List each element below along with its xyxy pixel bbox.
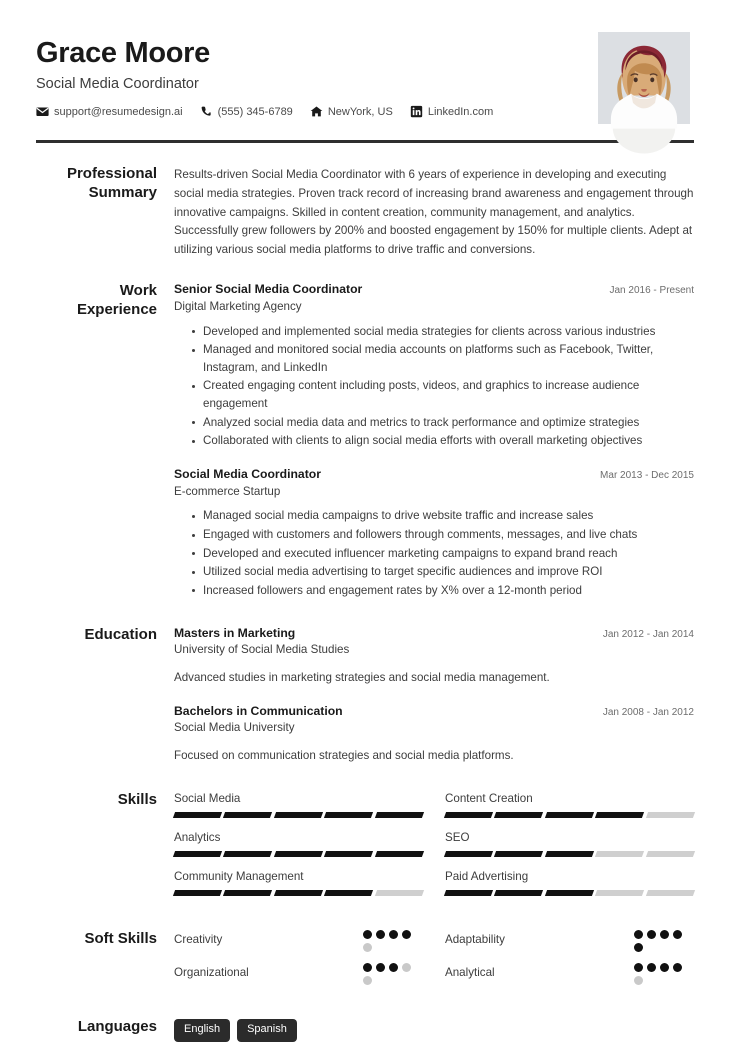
work-entry-date: Mar 2013 - Dec 2015 (600, 469, 694, 481)
education-entry-title: Masters in Marketing (174, 625, 296, 640)
skill-bar-segment (545, 851, 595, 857)
skill-bar-segment (444, 890, 494, 896)
list-item: Collaborated with clients to align social media efforts with overall marketing objectives (194, 432, 694, 450)
work-entries (174, 282, 694, 604)
skill-bar-segment (444, 851, 494, 857)
education-entry-description: Focused on communication strategies and social media platforms. (174, 749, 514, 763)
skill-bar-segment (595, 851, 645, 857)
contact-location (310, 105, 393, 118)
soft-skill-name: Creativity (174, 932, 223, 946)
section-label-languages: Languages (77, 1017, 157, 1035)
contact-phone-text: (555) 345-6789 (217, 105, 293, 118)
education-entry-org: University of Social Media Studies (174, 643, 350, 657)
rating-dot (634, 976, 643, 985)
skill-bar-segment (375, 812, 425, 818)
education-entry (174, 626, 694, 687)
rating-dot (363, 943, 372, 952)
skill-bar-segment (223, 890, 273, 896)
contact-email-text: support@resumedesign.ai (54, 105, 183, 118)
rating-dot (647, 963, 656, 972)
rating-dot (634, 943, 643, 952)
skill-bar-segment (494, 890, 544, 896)
rating-dot (660, 930, 669, 939)
rating-dot (363, 963, 372, 972)
contact-phone[interactable] (200, 105, 293, 118)
summary-text: Results-driven Social Media Coordinator with 6 years of experience in developing and executing social media strategies. Proven track record of increasing brand awareness and engagement through innovative campaigns. Skilled in content creation, community management, and analytics. Successfully grew followers by 200% and boosted engagement by 150% for multiple clients. Adept at utilizing various social media platforms to drive traffic and conversions. (174, 168, 694, 257)
linkedin-icon (410, 105, 423, 118)
skill-item (445, 869, 694, 908)
rating-dot (389, 963, 398, 972)
education-entry (174, 704, 694, 765)
home-icon (310, 105, 323, 118)
skill-bar-segment (274, 890, 324, 896)
section-languages (36, 996, 694, 1042)
skill-item (445, 791, 694, 830)
rating-dot (389, 930, 398, 939)
skill-level-bar (445, 851, 694, 857)
list-item: Analyzed social media data and metrics to track performance and optimize strategies (194, 414, 694, 432)
rating-dot (376, 930, 385, 939)
soft-skill-name: Analytical (445, 965, 495, 979)
skill-bar-segment (595, 812, 645, 818)
skill-bar-segment (223, 812, 273, 818)
skill-bar-segment (173, 890, 223, 896)
soft-skill-rating (634, 963, 694, 985)
soft-skill-item (174, 963, 423, 996)
contact-linkedin-text: LinkedIn.com (427, 105, 494, 118)
skill-item (445, 830, 694, 869)
skill-name: Paid Advertising (445, 869, 529, 883)
section-label-work-experience: Work Experience (76, 281, 157, 318)
skill-bar-segment (646, 890, 696, 896)
list-item: Engaged with customers and followers through comments, messages, and live chats (194, 526, 694, 544)
education-entry-description: Advanced studies in marketing strategies and social media management. (174, 671, 550, 685)
skill-bar-segment (545, 890, 595, 896)
education-entry-date: Jan 2008 - Jan 2012 (602, 706, 694, 718)
section-label-summary: Professional Summary (66, 165, 157, 201)
skill-level-bar (445, 890, 694, 896)
section-label-education: Education (84, 625, 157, 643)
rating-dot (673, 963, 682, 972)
language-chip: English (174, 1019, 230, 1042)
soft-skill-item (445, 930, 694, 963)
education-entry-org: Social Media University (174, 721, 295, 735)
work-entry-org: Digital Marketing Agency (174, 299, 302, 313)
soft-skill-name: Adaptability (445, 932, 505, 946)
contact-location-text: NewYork, US (327, 105, 393, 118)
rating-dot (402, 963, 411, 972)
rating-dot (363, 976, 372, 985)
rating-dot (634, 930, 643, 939)
skill-name: Content Creation (445, 791, 533, 805)
work-entry-title: Social Media Coordinator (174, 466, 321, 481)
education-entry-head (174, 626, 694, 642)
skill-bar-segment (595, 890, 645, 896)
skill-name: SEO (445, 830, 470, 844)
soft-skill-rating (363, 963, 423, 985)
work-entry (174, 467, 694, 600)
skill-level-bar (445, 812, 694, 818)
skill-bar-segment (494, 812, 544, 818)
skill-level-bar (174, 890, 423, 896)
skill-bar-segment (375, 890, 425, 896)
contact-email[interactable] (36, 105, 183, 118)
skill-name: Analytics (174, 830, 221, 844)
section-soft-skills (36, 908, 694, 996)
skill-bar-segment (324, 812, 374, 818)
soft-skills-grid (174, 930, 694, 996)
languages-row (174, 1018, 694, 1042)
education-entry-head (174, 704, 694, 720)
skill-item (174, 830, 423, 869)
skill-bar-segment (375, 851, 425, 857)
skill-bar-segment (274, 812, 324, 818)
skill-bar-segment (494, 851, 544, 857)
work-entry-bullets (174, 323, 694, 450)
work-entry-head (174, 282, 694, 298)
candidate-job-title: Social Media Coordinator (36, 75, 199, 92)
skill-bar-segment (646, 851, 696, 857)
skill-name: Social Media (174, 791, 241, 805)
skill-bar-segment (173, 851, 223, 857)
rating-dot (402, 930, 411, 939)
section-work-experience (36, 260, 694, 604)
skills-grid (174, 791, 694, 908)
resume-header (36, 30, 694, 124)
list-item: Developed and implemented social media strategies for clients across various industries (194, 323, 694, 341)
avatar-illustration (598, 32, 690, 124)
skill-level-bar (174, 812, 423, 818)
soft-skill-rating (634, 930, 694, 952)
rating-dot (634, 963, 643, 972)
education-entries (174, 626, 694, 769)
section-skills (36, 769, 694, 908)
list-item: Developed and executed influencer marketing campaigns to expand brand reach (194, 545, 694, 563)
education-entry-date: Jan 2012 - Jan 2014 (602, 628, 694, 640)
rating-dot (376, 963, 385, 972)
education-entry-title: Bachelors in Communication (174, 703, 343, 718)
list-item: Utilized social media advertising to target specific audiences and improve ROI (194, 563, 694, 581)
rating-dot (647, 930, 656, 939)
skill-bar-segment (173, 812, 223, 818)
avatar (598, 32, 690, 124)
skill-bar-segment (223, 851, 273, 857)
work-entry-head (174, 467, 694, 483)
work-entry (174, 282, 694, 450)
work-entry-org: E-commerce Startup (174, 484, 281, 498)
rating-dot (363, 930, 372, 939)
work-entry-date: Jan 2016 - Present (609, 284, 694, 296)
phone-icon (200, 105, 213, 118)
work-entry-title: Senior Social Media Coordinator (174, 281, 363, 296)
skill-bar-segment (324, 851, 374, 857)
list-item: Managed social media campaigns to drive website traffic and increase sales (194, 507, 694, 525)
work-entry-bullets (174, 507, 694, 599)
contact-row (36, 105, 510, 118)
skill-bar-segment (274, 851, 324, 857)
list-item: Managed and monitored social media accounts on platforms such as Facebook, Twitter, Instagram, and LinkedIn (194, 341, 694, 376)
rating-dot (660, 963, 669, 972)
list-item: Increased followers and engagement rates by X% over a 12-month period (194, 582, 694, 600)
summary-body (174, 165, 694, 260)
soft-skill-item (174, 930, 423, 963)
section-label-skills: Skills (117, 790, 157, 808)
header-text-block (36, 30, 510, 118)
language-chip: Spanish (237, 1019, 297, 1042)
list-item: Created engaging content including posts, videos, and graphics to increase audience engagement (194, 377, 694, 412)
contact-linkedin[interactable] (410, 105, 493, 118)
skill-level-bar (174, 851, 423, 857)
envelope-icon (36, 105, 49, 118)
section-label-soft-skills: Soft Skills (84, 929, 157, 947)
skill-bar-segment (324, 890, 374, 896)
skill-bar-segment (444, 812, 494, 818)
rating-dot (673, 930, 682, 939)
section-education (36, 604, 694, 769)
skill-bar-segment (646, 812, 696, 818)
skill-bar-segment (545, 812, 595, 818)
soft-skill-name: Organizational (174, 965, 249, 979)
soft-skill-item (445, 963, 694, 996)
section-summary (36, 143, 694, 260)
soft-skill-rating (363, 930, 423, 952)
candidate-name: Grace Moore (36, 37, 210, 69)
skill-item (174, 791, 423, 830)
skill-name: Community Management (174, 869, 304, 883)
skill-item (174, 869, 423, 908)
